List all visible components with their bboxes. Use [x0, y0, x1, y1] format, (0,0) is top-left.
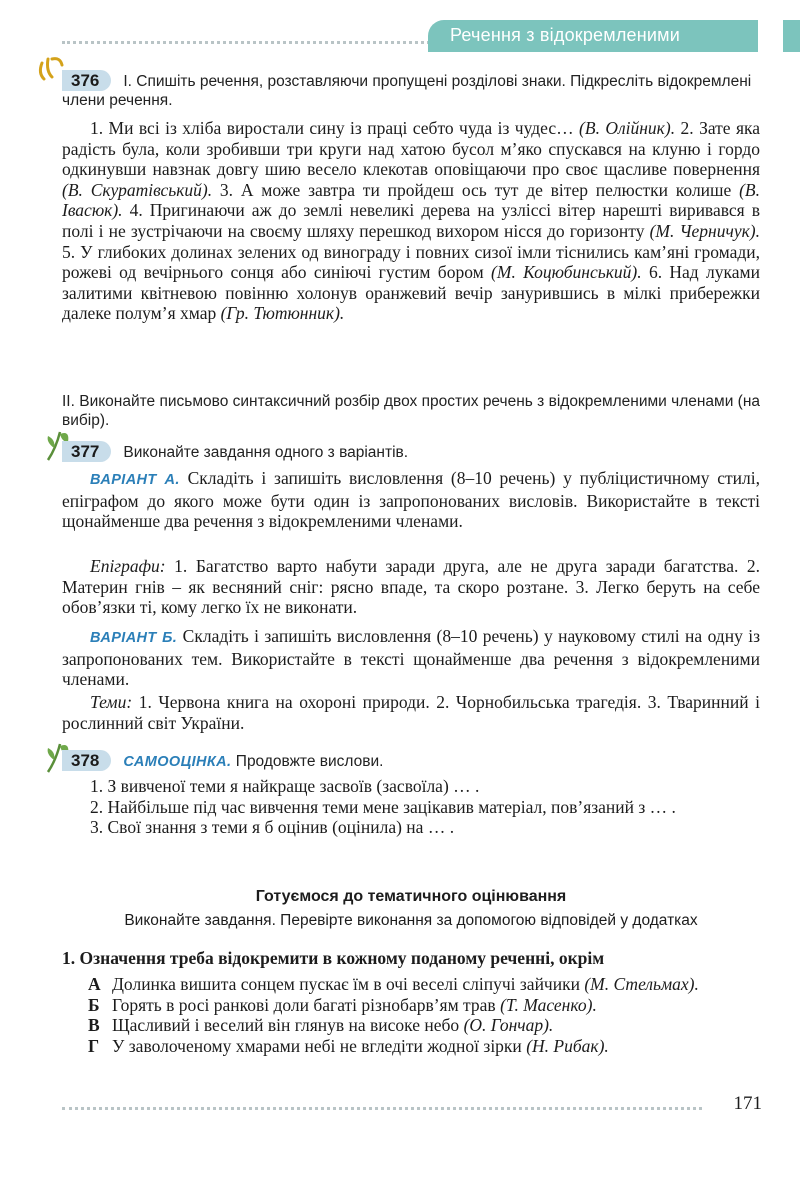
section-title: Речення з відокремленими членами: [450, 25, 680, 66]
exercise-376-task-1: І. Спишіть речення, розставляючи пропущені розділові знаки. Підкресліть відокремлені члени речення.: [62, 73, 752, 109]
test-question-1: 1. Означення треба відокремити в кожному поданому реченні, окрім: [62, 948, 605, 968]
sentence-6: 6. Над луками залитими квітневою повінню холонув оранжевий вечір занурившись в мілкі прибережки далеке полум’я хмар: [62, 262, 760, 324]
variant-a: [62, 468, 760, 532]
themes-text: 1. Червона книга на охороні природи. 2. Чорнобильська трагедія. 3. Тваринний і рослинний світ України.: [62, 692, 760, 733]
epigraphs-text: 1. Багатство варто набути заради друга, але не друга заради багатства. 2. Материн гнів – як весняний сніг: рясно впаде, та скоро розтане. 3. Легко беруть на себе обов’язки ті, кому легко їх не виконати.: [62, 556, 761, 618]
author-4: (М. Черничук).: [649, 220, 760, 241]
variant-a-label: ВАРІАНТ А.: [90, 472, 180, 488]
exercise-377-task: Виконайте завдання одного з варіантів.: [123, 444, 409, 461]
exercise-378-task: Продовжте вислови.: [235, 753, 384, 770]
test-heading: Готуємося до тематичного оцінювання: [255, 888, 567, 905]
test-options: [62, 974, 760, 1056]
test-subheading: Виконайте завдання. Перевірте виконання за допомогою відповідей у додатках: [124, 912, 698, 929]
option-a: А Долинка вишита сонцем пускає їм в очі веселі сліпучі зайчики (М. Стельмах).: [88, 974, 699, 994]
header-edge-strip: [783, 20, 800, 52]
epigraphs-label: Епіграфи:: [90, 556, 166, 576]
option-b: Б Горять в росі ранкові доли багаті різнобарв’ям трав (Т. Масенко).: [88, 994, 597, 1015]
exercise-number-378: 378: [62, 750, 111, 771]
author-5: (М. Коцюбинський).: [491, 262, 642, 283]
footer-dotted-rule: [62, 1107, 702, 1110]
variant-b-text: Складіть і запишіть висловлення (8–10 речень) у науковому стилі на одну із запропонованих тем. Використайте в тексті щонайменше два речення з відокремленими членами.: [62, 626, 761, 690]
sentence-4: 4. Пригинаючи аж до землі невеликі дерева на узліссі вітер нарешті виривався в полі і не зустрічаючи на своєму шляху перешкод вихором нісся до горизонту: [62, 200, 761, 241]
author-6: (Гр. Тютюнник).: [220, 303, 345, 324]
author-3: (В. Івасюк).: [62, 179, 760, 221]
section-title-tab: [428, 20, 758, 66]
exercise-376-task-2: ІІ. Виконайте письмово синтаксичний розбір двох простих речень з відокремленими членами (на вибір).: [62, 393, 760, 429]
list-item: 2. Найбільше під час вивчення теми мене зацікавив матеріал, пов’язаний з … .: [90, 796, 676, 817]
variant-b-label: ВАРІАНТ Б.: [90, 630, 178, 646]
list-item: 3. Свої знання з теми я б оцінив (оцінила) на … .: [90, 817, 455, 838]
exercise-378-items: [62, 776, 760, 838]
self-assessment-label: САМООЦІНКА.: [123, 754, 232, 770]
author-1: (В. Олійник).: [579, 118, 676, 138]
option-h: Г У заволоченому хмарами небі не вгледіти жодної зірки (Н. Рибак).: [88, 1035, 609, 1056]
sentence-1: 1. Ми всі із хліба виростали сину із праці себто чуда із чудес…: [90, 118, 574, 138]
themes: [62, 692, 760, 733]
themes-label: Теми:: [90, 692, 133, 712]
exercise-376: [62, 70, 760, 110]
sentence-3: 3. А може завтра ти пройдеш ось тут де вітер пелюстки колише: [219, 179, 732, 200]
exercise-number-376: 376: [62, 70, 111, 91]
sentence-2: 2. Зате яка радість була, коли зробивши три круги над хатою бусол м’яко спускався на клуню і гордо одкинувши навзнак довгу шию весело клекотав оповіщаючи про своє щасливе повернення: [62, 118, 761, 180]
list-item: 1. З вивченої теми я найкраще засвоїв (засвоїла) … .: [90, 776, 480, 796]
sentence-5: 5. У глибоких долинах зелених од винограду і повних сизої імли тіснились кам’яні громади, рожеві од вечірнього сонця або синіючі густим бором: [62, 241, 760, 283]
exercise-377: [62, 441, 760, 462]
epigraphs: [62, 556, 760, 618]
exercise-number-377: 377: [62, 441, 111, 462]
exercise-376-sentences: [62, 118, 760, 324]
exercise-378: [62, 750, 760, 772]
option-v: В Щасливий і веселий він глянув на високе небо (О. Гончар).: [88, 1015, 554, 1036]
author-2: (В. Скуратівський).: [62, 179, 213, 200]
page-number: 171: [733, 1093, 762, 1114]
variant-a-text: Складіть і запишіть висловлення (8–10 речень) у публіцистичному стилі, епіграфом до якого може бути один із запропонованих висловів. Використайте в тексті щонайменше два речення з відокремленими членами.: [62, 468, 760, 532]
variant-b: [62, 626, 760, 690]
header-dotted-rule: [62, 41, 430, 44]
